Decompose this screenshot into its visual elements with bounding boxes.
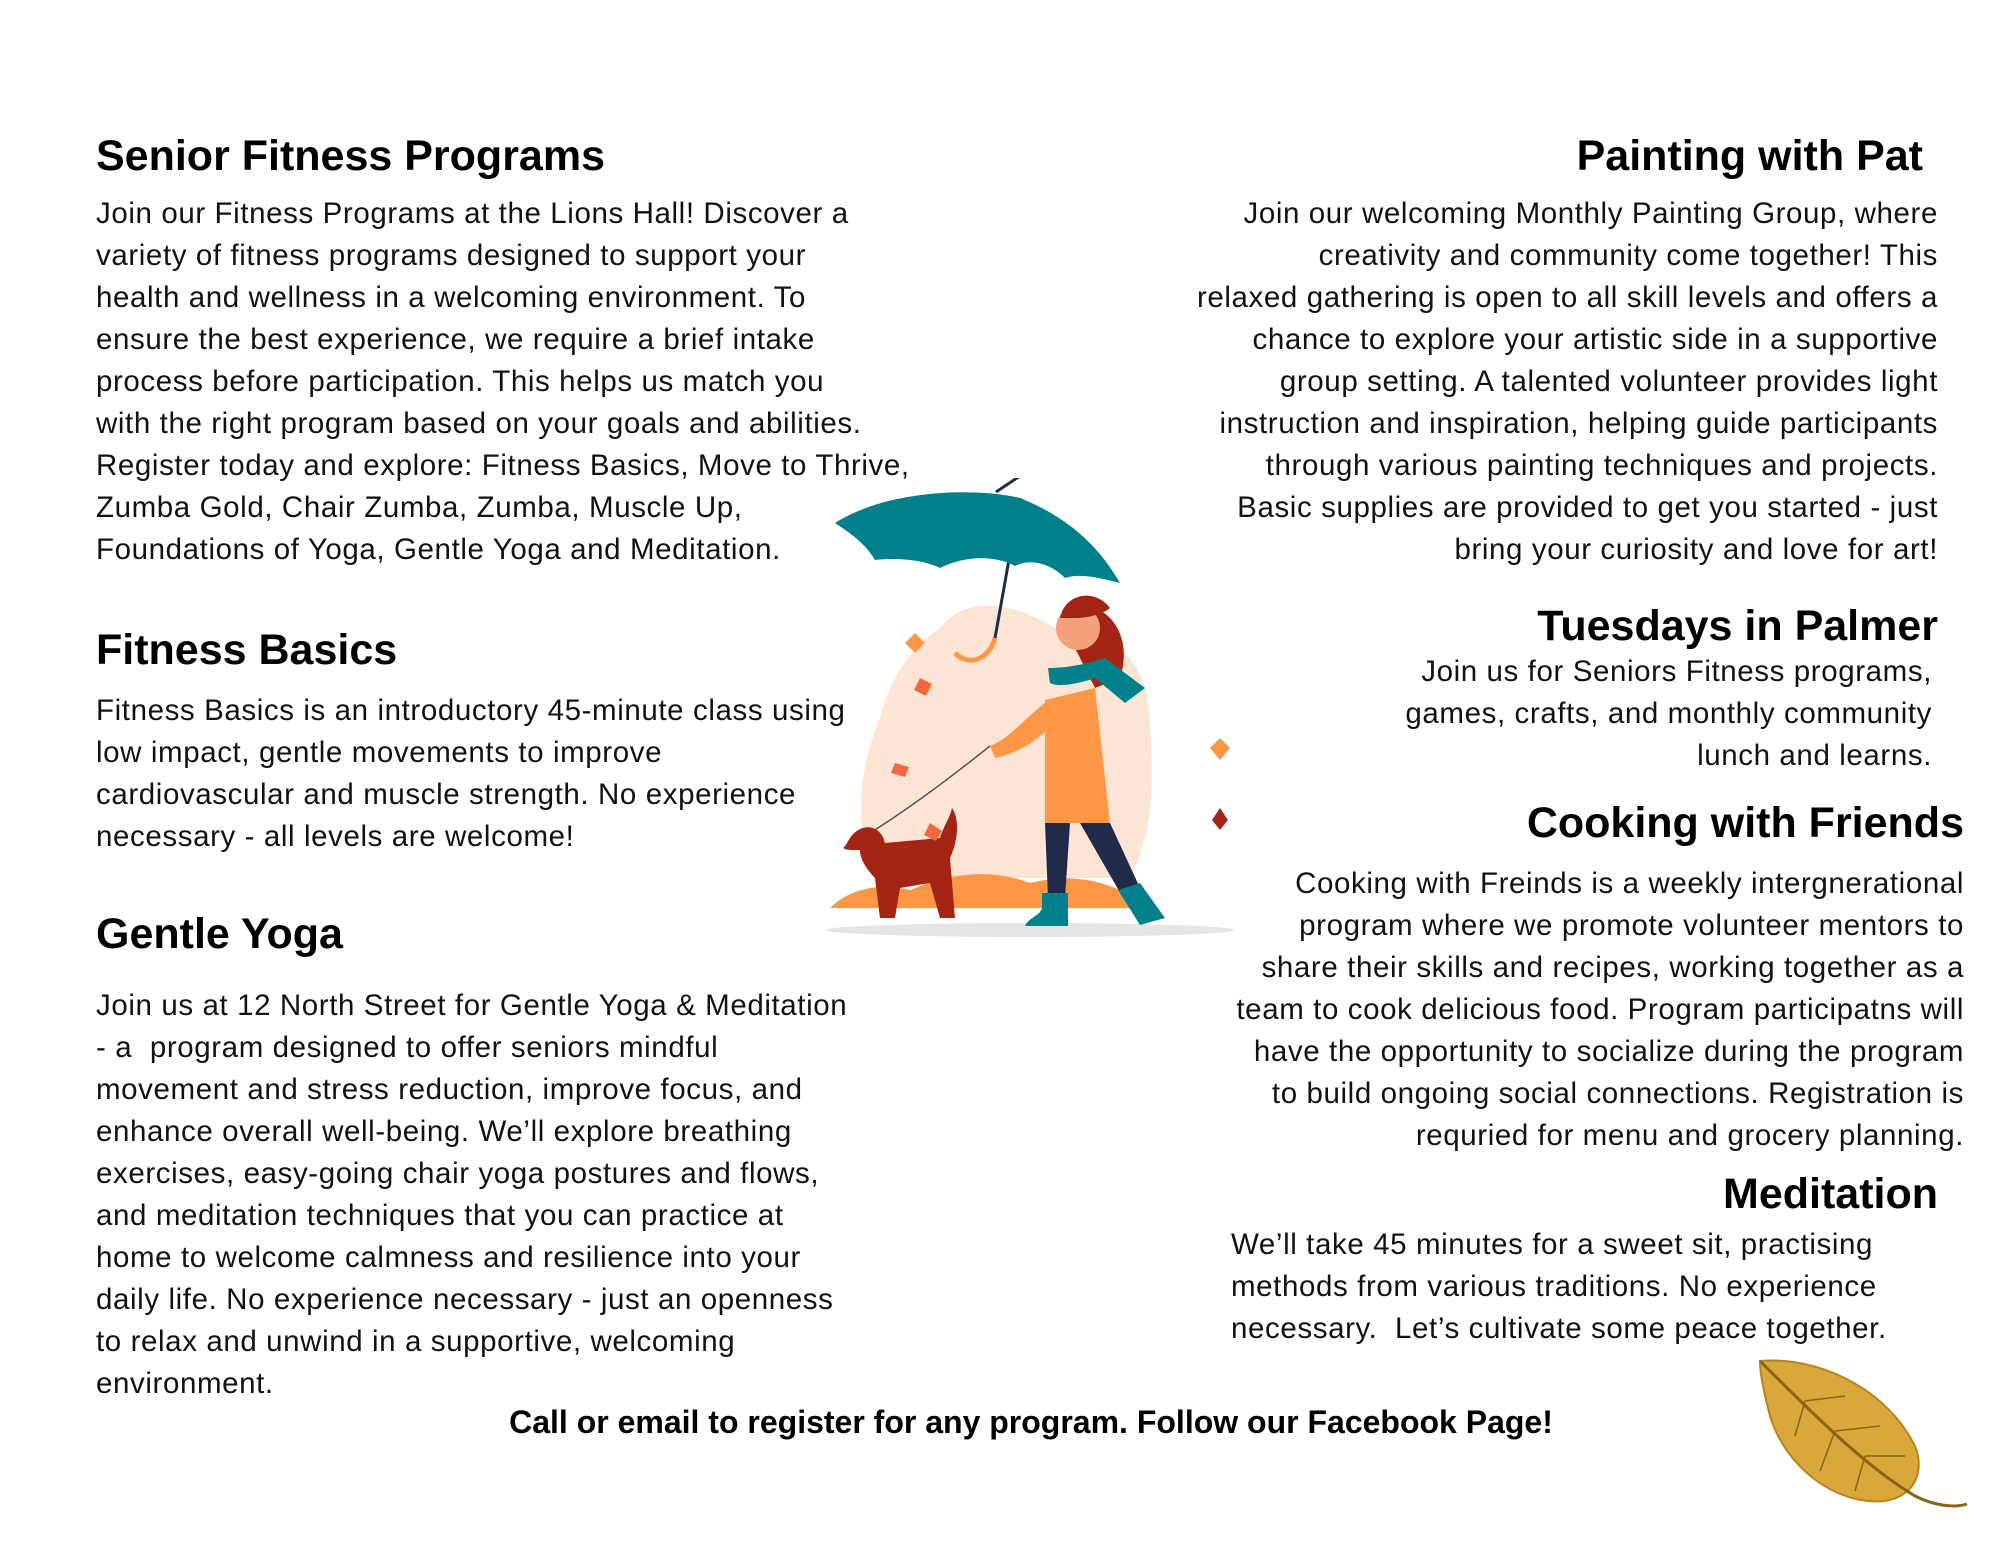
- body-line: requried for menu and grocery planning.: [1415, 1119, 1964, 1152]
- section-body: [1231, 1224, 1971, 1350]
- section-fitness-basics: [96, 624, 996, 858]
- body-line: to build ongoing social connections. Registration is: [1271, 1077, 1964, 1110]
- body-line: chance to explore your artistic side in a supportive: [1252, 323, 1938, 356]
- body-line: creativity and community come together! This: [1318, 239, 1938, 272]
- section-senior-fitness: [96, 130, 996, 571]
- body-line: share their skills and recipes, working together as a: [1261, 951, 1964, 984]
- body-line: lunch and learns.: [1697, 739, 1932, 772]
- body-line: We’ll take 45 minutes for a sweet sit, practising: [1231, 1228, 1874, 1261]
- section-title: Painting with Pat: [1576, 132, 1923, 180]
- body-line: Join us for Seniors Fitness programs,: [1421, 655, 1932, 688]
- section-meditation: [1338, 1168, 1938, 1220]
- body-line: Foundations of Yoga, Gentle Yoga and Meditation.: [96, 533, 781, 566]
- body-line: variety of fitness programs designed to support your: [96, 239, 807, 272]
- section-title: Gentle Yoga: [96, 910, 343, 958]
- section-body: [1064, 863, 1964, 1157]
- body-line: Register today and explore: Fitness Basics, Move to Thrive,: [96, 449, 910, 482]
- body-line: necessary - all levels are welcome!: [96, 820, 575, 853]
- section-cooking: [1064, 797, 1964, 1157]
- body-line: Zumba Gold, Chair Zumba, Zumba, Muscle Up,: [96, 491, 743, 524]
- body-line: health and wellness in a welcoming environment. To: [96, 281, 806, 314]
- body-line: relaxed gathering is open to all skill levels and offers a: [1196, 281, 1938, 314]
- section-title: Meditation: [1723, 1170, 1938, 1218]
- body-line: movement and stress reduction, improve focus, and: [96, 1073, 803, 1106]
- section-body: [938, 193, 1938, 571]
- body-line: enhance overall well-being. We’ll explore breathing: [96, 1115, 792, 1148]
- section-meditation-body: [1231, 1224, 1971, 1350]
- body-line: necessary. Let’s cultivate some peace together.: [1231, 1312, 1887, 1345]
- body-line: team to cook delicious food. Program participatns will: [1236, 993, 1964, 1026]
- body-line: have the opportunity to socialize during the program: [1253, 1035, 1964, 1068]
- body-line: through various painting techniques and projects.: [1265, 449, 1938, 482]
- body-line: Basic supplies are provided to get you started - just: [1237, 491, 1938, 524]
- section-body: [96, 690, 996, 858]
- body-line: group setting. A talented volunteer provides light: [1279, 365, 1938, 398]
- body-line: cardiovascular and muscle strength. No experience: [96, 778, 797, 811]
- body-line: and meditation techniques that you can practice at: [96, 1199, 784, 1232]
- body-line: Cooking with Freinds is a weekly intergnerational: [1295, 867, 1964, 900]
- body-line: - a program designed to offer seniors mindful: [96, 1031, 719, 1064]
- section-title: Tuesdays in Palmer: [1537, 602, 1938, 650]
- body-line: bring your curiosity and love for art!: [1454, 533, 1938, 566]
- section-title: Cooking with Friends: [1526, 799, 1964, 847]
- section-body: [96, 985, 996, 1405]
- body-line: daily life. No experience necessary - just an openness: [96, 1283, 834, 1316]
- body-line: Fitness Basics is an introductory 45-minute class using: [96, 694, 846, 727]
- section-title: Fitness Basics: [96, 626, 398, 674]
- body-line: Join our welcoming Monthly Painting Group, where: [1243, 197, 1938, 230]
- section-tuesdays: [1138, 600, 1938, 777]
- body-line: games, crafts, and monthly community: [1405, 697, 1932, 730]
- footer-call-to-action: Call or email to register for any program. Follow our Facebook Page!: [509, 1404, 1553, 1440]
- body-line: program where we promote volunteer mentors to: [1299, 909, 1964, 942]
- body-line: methods from various traditions. No experience: [1231, 1270, 1877, 1303]
- body-line: ensure the best experience, we require a brief intake: [96, 323, 815, 356]
- body-line: Join our Fitness Programs at the Lions Hall! Discover a: [96, 197, 849, 230]
- section-gentle-yoga: [96, 908, 996, 1405]
- body-line: low impact, gentle movements to improve: [96, 736, 663, 769]
- section-body: [96, 193, 996, 571]
- section-title: Senior Fitness Programs: [96, 132, 605, 180]
- body-line: with the right program based on your goals and abilities.: [96, 407, 862, 440]
- body-line: home to welcome calmness and resilience into your: [96, 1241, 801, 1274]
- section-body: [1138, 651, 1932, 777]
- body-line: to relax and unwind in a supportive, welcoming: [96, 1325, 736, 1358]
- body-line: Join us at 12 North Street for Gentle Yoga & Meditation: [96, 989, 848, 1022]
- body-line: environment.: [96, 1367, 274, 1400]
- section-painting: [938, 130, 1938, 571]
- body-line: exercises, easy-going chair yoga postures and flows,: [96, 1157, 820, 1190]
- body-line: instruction and inspiration, helping guide participants: [1219, 407, 1938, 440]
- body-line: process before participation. This helps us match you: [96, 365, 825, 398]
